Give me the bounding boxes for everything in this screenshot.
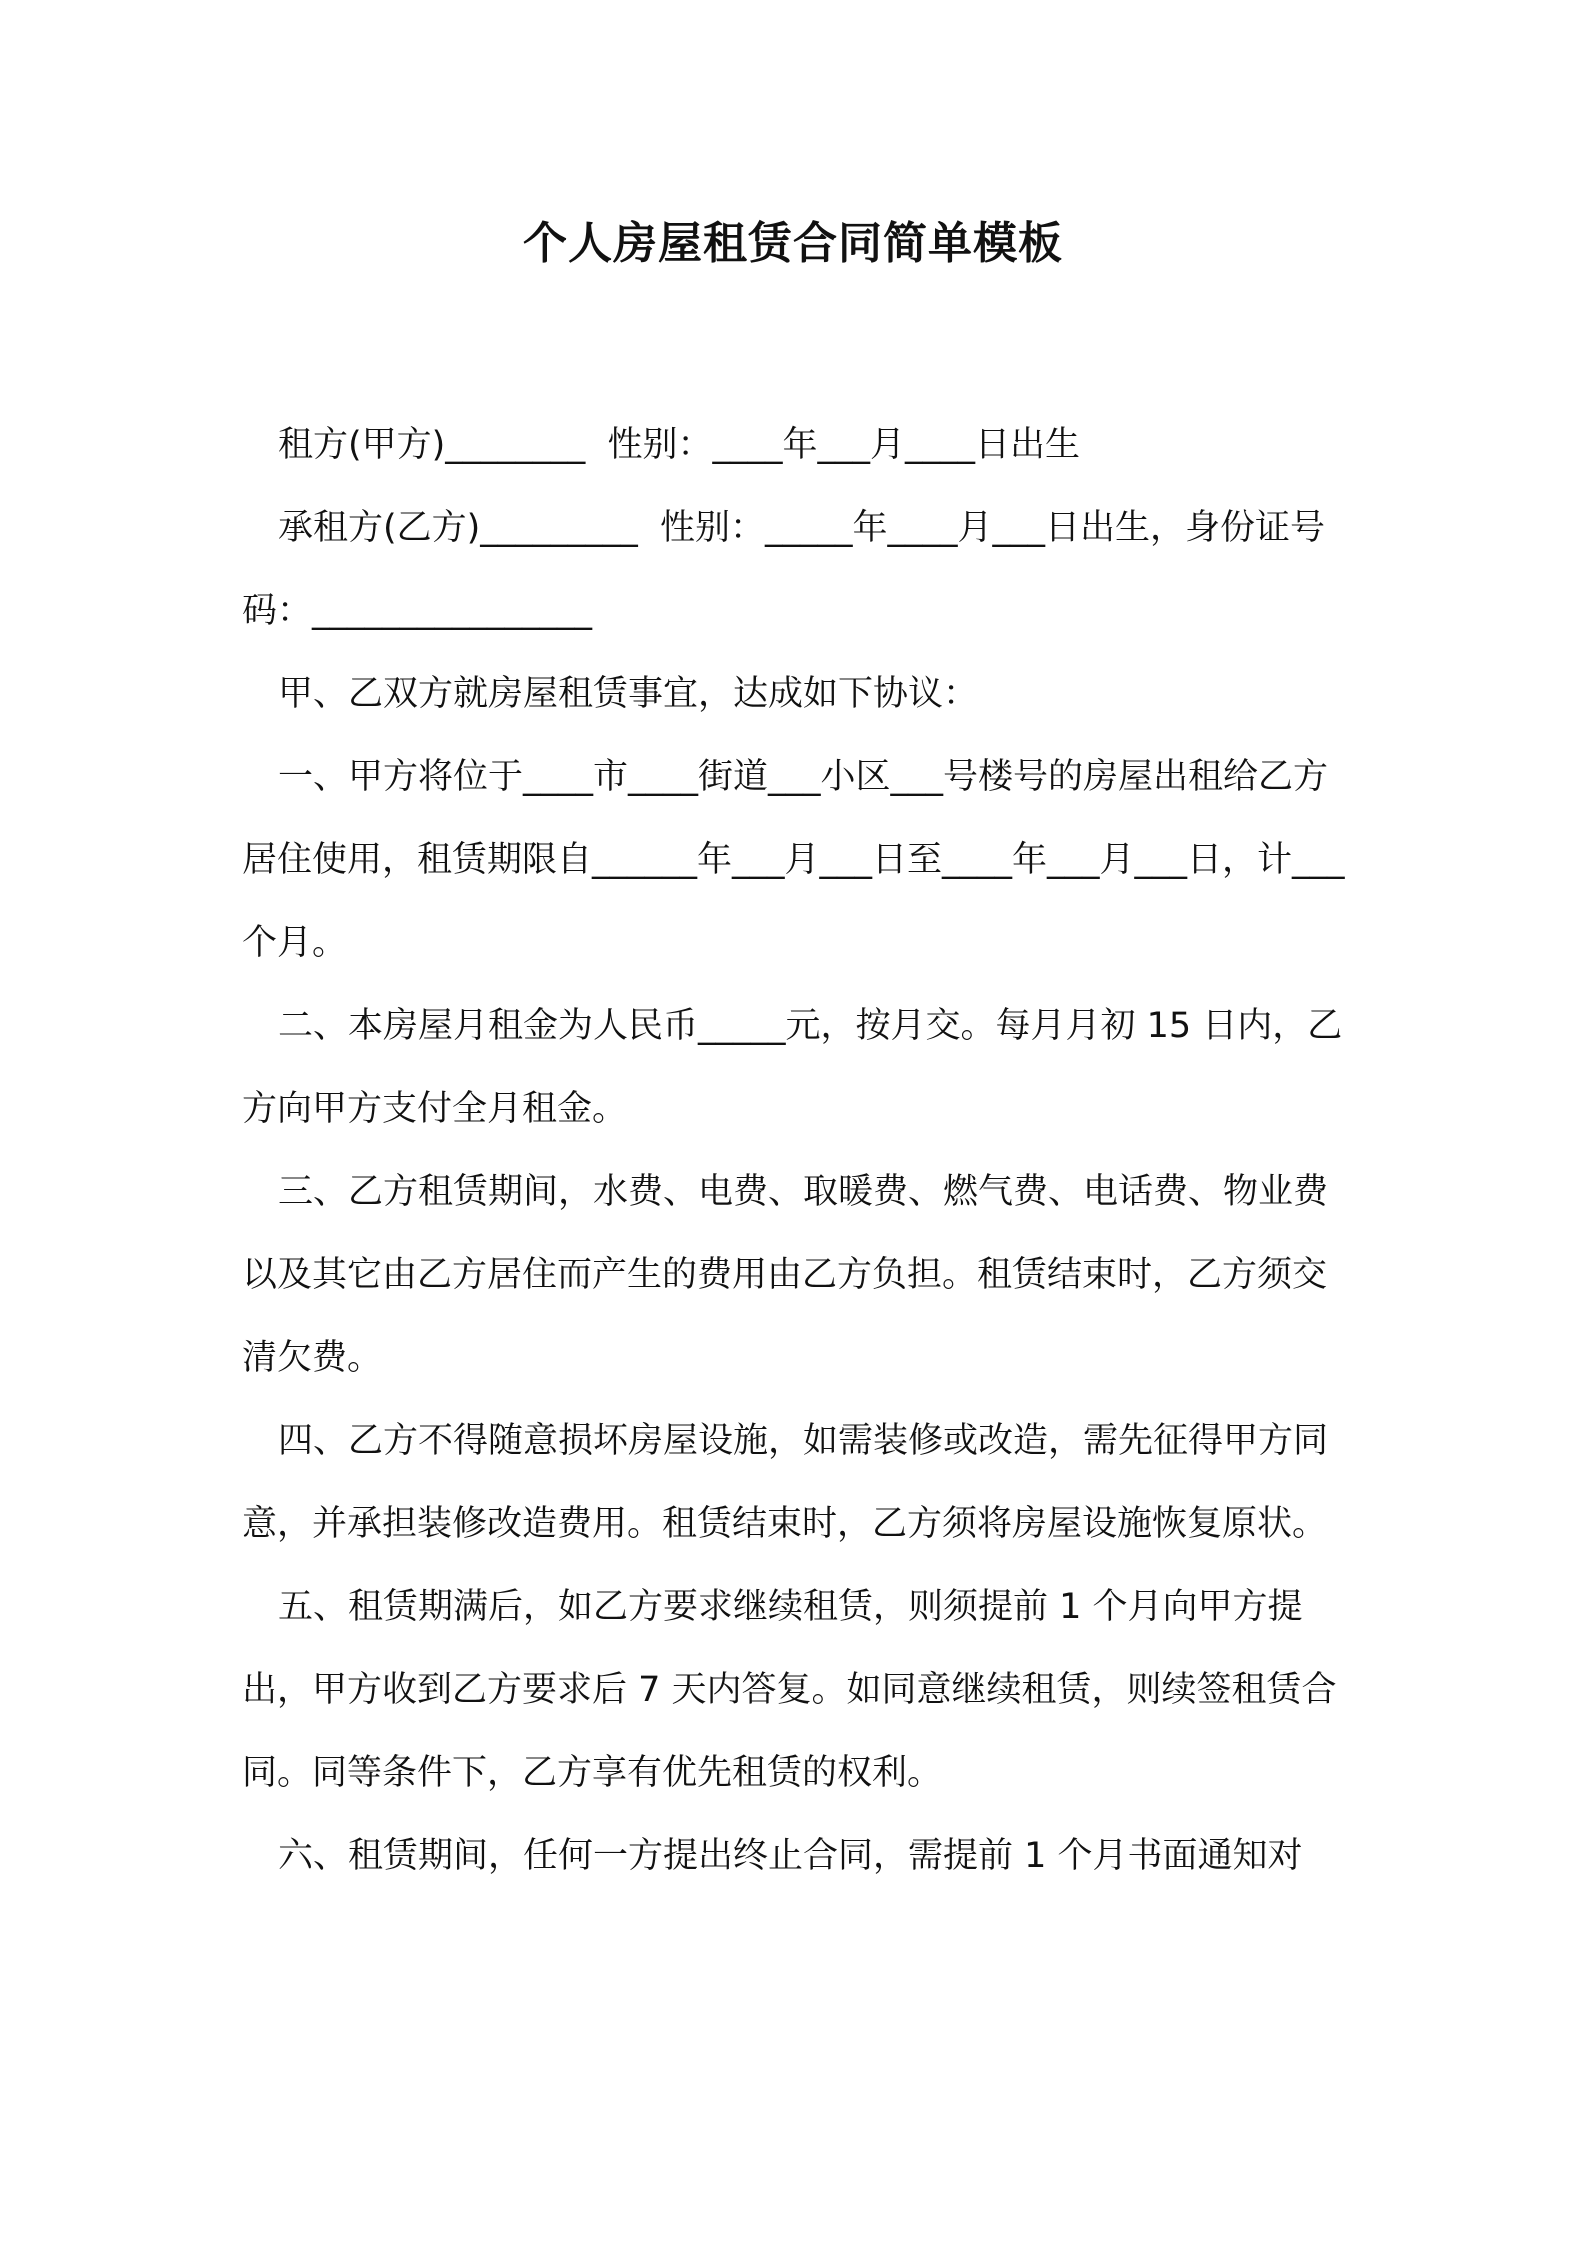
- clause-3: 三、乙方租赁期间，水费、电费、取暖费、燃气费、电话费、物业费以及其它由乙方居住而产生的费用由乙方负担。租赁结束时，乙方须交清欠费。: [242, 1172, 1329, 1378]
- clause-1: 一、甲方将位于____市____街道___小区___号楼号的房屋出租给乙方居住使用，租赁期限自______年___月___日至____年___月___日，计___个月。: [242, 757, 1345, 963]
- clause-6: 六、租赁期间，任何一方提出终止合同，需提前 1 个月书面通知对: [278, 1836, 1303, 1876]
- document-title: 个人房屋租赁合同简单模板: [523, 218, 1063, 269]
- clause-5: 五、租赁期满后，如乙方要求继续租赁，则须提前 1 个月向甲方提出，甲方收到乙方要求后 7 天内答复。如同意继续租赁，则续签租赁合同。同等条件下，乙方享有优先租赁的权利。: [242, 1587, 1337, 1793]
- party-b-line: 承租方(乙方)_________ 性别：_____年____月___日出生，身份证号码：________________: [242, 508, 1326, 631]
- document-body: [242, 404, 1356, 1898]
- party-a-line: 租方(甲方)________ 性别：____年___月____日出生: [278, 425, 1081, 465]
- clause-2: 二、本房屋月租金为人民币_____元，按月交。每月月初 15 日内，乙方向甲方支付全月租金。: [242, 1006, 1343, 1129]
- agreement-intro: 甲、乙双方就房屋租赁事宜，达成如下协议：: [278, 674, 979, 714]
- clause-4: 四、乙方不得随意损坏房屋设施，如需装修或改造，需先征得甲方同意，并承担装修改造费用。租赁结束时，乙方须将房屋设施恢复原状。: [242, 1421, 1329, 1544]
